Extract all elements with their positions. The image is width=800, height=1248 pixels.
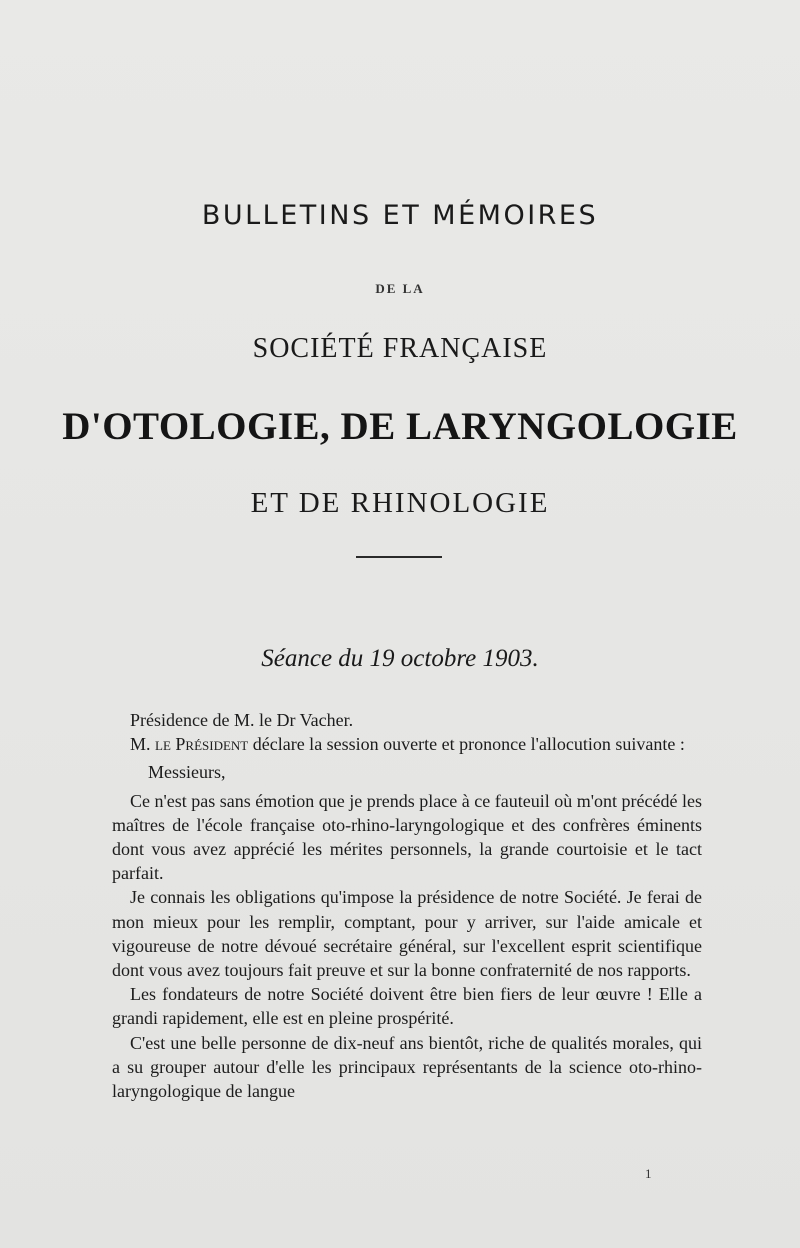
- paragraph-4: C'est une belle personne de dix-neuf ans bientôt, riche de qualités morales, qui a su grouper autour d'elle les principaux représentants de la science oto-rhino-laryngologique de langue: [112, 1032, 702, 1102]
- paragraph-3: Les fondateurs de notre Société doivent être bien fiers de leur œuvre ! Elle a grandi rapidement, elle est en pleine prospérité.: [112, 984, 702, 1029]
- de-la-label: DE LA: [375, 281, 425, 296]
- president-title: M. le Président: [130, 734, 249, 755]
- presidence-line: Présidence de M. le Dr Vacher.: [130, 710, 354, 730]
- society-name: SOCIÉTÉ FRANÇAISE: [252, 333, 548, 364]
- specialty-line-1: D'OTOLOGIE, DE LARYNGOLOGIE: [62, 405, 738, 448]
- divider-rule: [356, 556, 442, 558]
- page-number: 1: [645, 1166, 652, 1181]
- president-statement-text: déclare la session ouverte et prononce l'allocution suivante :: [248, 734, 685, 755]
- salutation: Messieurs,: [148, 762, 226, 783]
- president-statement: [112, 732, 702, 756]
- paragraph-2: Je connais les obligations qu'impose la présidence de notre Société. Je ferai de mon mieux pour les remplir, comptant, pour y arriver, sur l'aide amicale et vigoureuse de notre dévoué secrétaire général, sur l'excellent esprit scientifique dont vous avez toujours fait preuve et sur la bonne confraternité de nos rapports.: [112, 887, 702, 981]
- paragraph-1: Ce n'est pas sans émotion que je prends place à ce fauteuil où m'ont précédé les maîtres de l'école française oto-rhino-laryngologique et des confrères éminents dont vous avez apprécié les mérites personnels, la grande courtoisie et le tact parfait.: [112, 790, 702, 884]
- specialty-line-2: ET DE RHINOLOGIE: [250, 487, 550, 519]
- body-text: [112, 708, 702, 1103]
- session-heading: Séance du 19 octobre 1903.: [261, 645, 539, 672]
- bulletin-title: BULLETINS ET MÉMOIRES: [201, 200, 599, 231]
